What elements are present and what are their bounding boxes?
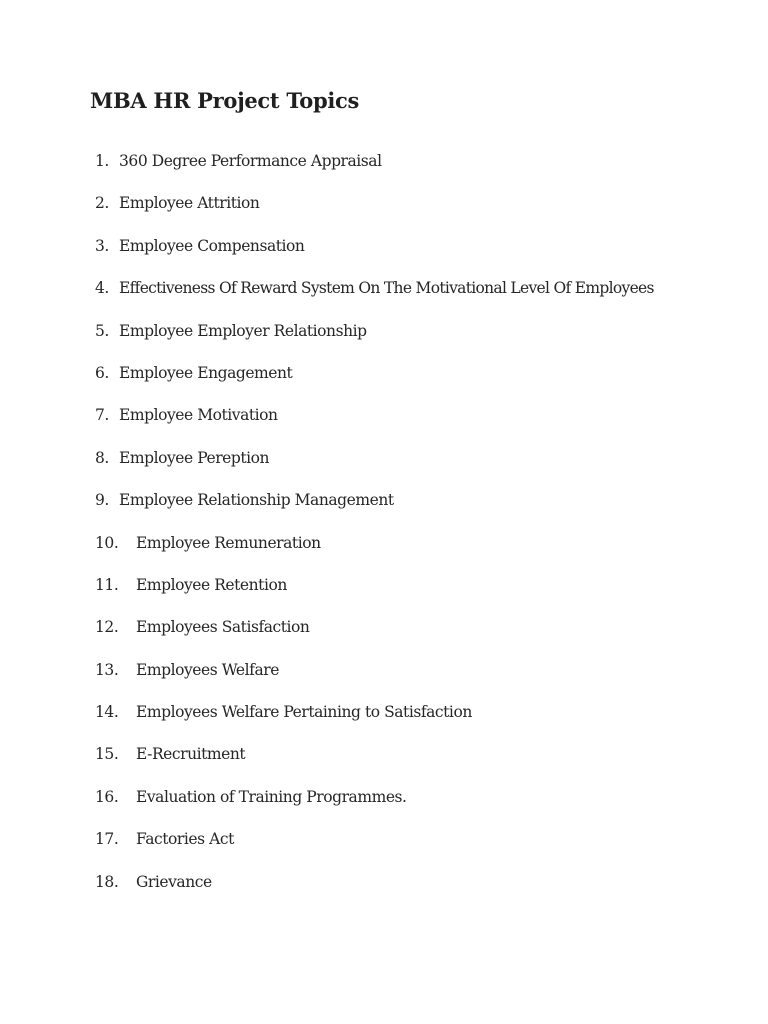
list-item-number: 18. [95,872,119,891]
list-item [0,402,768,444]
list-item [0,614,768,656]
list-item-number: 1. [95,152,109,170]
list-item-text: Grievance [136,872,212,891]
list-item-number: 3. [95,236,109,255]
list-item-number: 4. [95,279,109,298]
list-item-text: Employee Remuneration [136,533,321,552]
list-item-number: 5. [95,321,109,340]
list-item-text: Employees Satisfaction [136,618,310,637]
list-item-text: Employee Relationship Management [119,491,394,510]
list-item-text: Employees Welfare [136,660,279,679]
list-item-text: Employee Retention [136,575,287,594]
list-item-number: 10. [95,533,119,552]
list-item-number: 7. [95,406,109,425]
list-item-text: Employee Attrition [119,194,260,213]
list-item-number: 17. [95,830,119,849]
topic-list [0,148,768,911]
list-item [0,487,768,529]
list-item [0,699,768,741]
list-item [0,826,768,868]
list-item [0,445,768,487]
list-item [0,572,768,614]
list-item-text: Employee Pereption [119,448,270,467]
page-title: MBA HR Project Topics [90,88,360,113]
list-item-text: E-Recruitment [136,745,246,764]
list-item-number: 2. [95,194,109,213]
list-item-text: Employees Welfare Pertaining to Satisfaction [136,703,472,722]
list-item-text: Employee Engagement [119,363,293,382]
list-item-text: Evaluation of Training Programmes. [136,787,407,806]
list-item-text: Effectiveness Of Reward System On The Motivational Level Of Employees [119,279,654,298]
list-item [0,741,768,783]
list-item [0,530,768,572]
list-item-text: Employee Employer Relationship [119,321,367,340]
list-item [0,318,768,360]
list-item-number: 9. [95,491,109,510]
list-item [0,190,768,232]
list-item [0,784,768,826]
list-item-number: 16. [95,787,119,806]
list-item [0,148,768,190]
list-item [0,657,768,699]
list-item-text: 360 Degree Performance Appraisal [119,152,382,170]
list-item-text: Factories Act [136,830,234,849]
list-item-number: 13. [95,660,119,679]
list-item [0,360,768,402]
list-item [0,275,768,317]
list-item [0,233,768,275]
list-item-number: 6. [95,363,109,382]
list-item-number: 14. [95,703,119,722]
list-item-text: Employee Compensation [119,236,305,255]
list-item-text: Employee Motivation [119,406,278,425]
list-item-number: 11. [95,575,119,594]
list-item-number: 12. [95,618,119,637]
list-item-number: 15. [95,745,119,764]
list-item [0,869,768,911]
list-item-number: 8. [95,448,109,467]
